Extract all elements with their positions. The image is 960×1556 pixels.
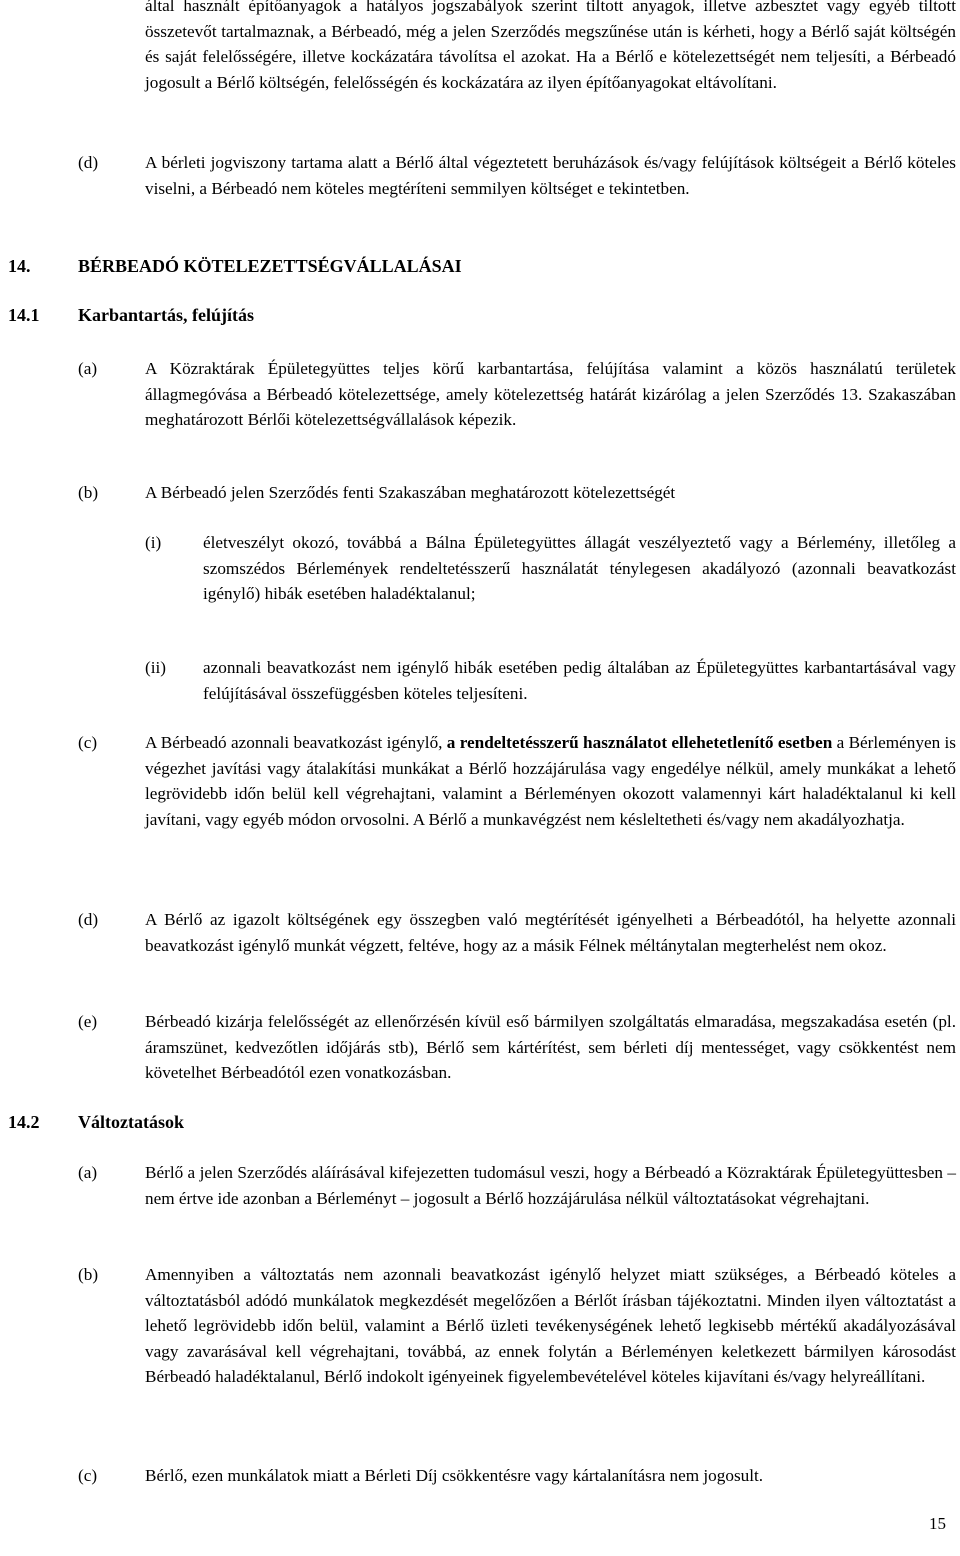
section-14-number: 14.: [8, 256, 31, 276]
section-14-2-number: 14.2: [8, 1112, 40, 1132]
item-14-2-b-label: (b): [78, 1265, 99, 1284]
item-14-1-a-text: A Közraktárak Épületegyüttes teljes körű karbantartása, felújítása valamint a közös használatú területek állagmegóvása a Bérbeadó kötelezettsége, amely kötelezettség határát kizárólag a jelen Szerződés 13. Szakaszában meghatározott Bérlői kötelezettségvállalások képezik.: [145, 359, 956, 429]
section-14-1-number: 14.1: [8, 305, 40, 325]
item-14-1-d-text: A Bérlő az igazolt költségének egy összegben való megtérítését igényelheti a Bérbeadótól, ha helyette azonnali beavatkozást igénylő munkát végzett, feltéve, hogy az a másik Félnek méltánytalan megterhelést nem okoz.: [145, 910, 956, 955]
item-14-1-a-label: (a): [78, 359, 98, 378]
page-number: 15: [929, 1514, 946, 1533]
item-14-1-b-label: (b): [78, 483, 99, 502]
item-14-1-e-text: Bérbeadó kizárja felelősségét az ellenőrzésén kívül eső bármilyen szolgáltatás elmaradása, megszakadása esetén (pl. áramszünet, kedvezőtlen időjárás stb), Bérlő sem kártérítést, sem bérleti díj mentességet, vagy csökkentést nem követelhet Bérbeadótól ezen vonatkozásban.: [145, 1012, 956, 1082]
item-14-2-b-text: Amennyiben a változtatás nem azonnali beavatkozást igénylő helyzet miatt szükséges, a Bérbeadó köteles a változtatásból adódó munkálatok megkezdését megelőzően a Bérlőt írásban tájékoztatni. Minden ilyen változtatást a lehető legrövidebb időn belül, valamint a Bérlő üzleti tevékenységének lehető legkisebb mértékű akadályozásával vagy zavarásával kell végrehajtani, továbbá, az ennek folytán a Bérleményen keletkezett bármilyen károsodást Bérbeadó haladéktalanul, Bérlő indokolt igényeinek figyelembevételével köteles kijavítani és/vagy helyreállítani.: [145, 1265, 956, 1386]
item-14-1-c-label: (c): [78, 733, 98, 752]
section-14-title: BÉRBEADÓ KÖTELEZETTSÉGVÁLLALÁSAI: [78, 256, 462, 276]
section-14-1-title: Karbantartás, felújítás: [78, 305, 254, 325]
item-14-1-e-label: (e): [78, 1012, 98, 1031]
item-14-1-c-text: [145, 730, 956, 832]
item-14-1-b-ii-text: azonnali beavatkozást nem igénylő hibák esetében pedig általában az Épületegyüttes karbantartásával vagy felújításával összefüggésben köteles teljesíteni.: [203, 658, 956, 703]
item-14-2-a-label: (a): [78, 1163, 98, 1182]
item-14-1-b-i-label: (i): [145, 533, 162, 552]
item-13d-label: (d): [78, 153, 99, 172]
item-14-2-a-text: Bérlő a jelen Szerződés aláírásával kifejezetten tudomásul veszi, hogy a Bérbeadó a Közraktárak Épületegyüttesben – nem értve ide azonban a Bérleményt – jogosult a Bérlő hozzájárulása nélkül változtatásokat végrehajtani.: [145, 1163, 956, 1208]
item-14-2-c-label: (c): [78, 1466, 98, 1485]
continuation-paragraph: által használt építőanyagok a hatályos jogszabályok szerint tiltott anyagok, illetve azbesztet vagy egyéb tiltott összetevőt tartalmaznak, a Bérbeadó, még a jelen Szerződés megszűnése után is kérheti, hogy a Bérlő saját költségén és saját felelősségére, illetve kockázatára távolítsa el azokat. Ha a Bérlő e kötelezettségét nem teljesíti, a Bérbeadó jogosult a Bérlő költségén, felelősségén és kockázatára az ilyen építőanyagokat eltávolítani.: [145, 0, 956, 92]
item-14-1-d-label: (d): [78, 910, 99, 929]
item-14-1-c-text-start: A Bérbeadó azonnali beavatkozást igénylő,: [145, 733, 447, 752]
section-14-2-title: Változtatások: [78, 1112, 184, 1132]
item-14-1-c-text-end: a Bérleményen is végezhet javítási vagy átalakítási munkákat a Bérlő hozzájárulása vagy engedélye nélkül, amely munkákat a lehető legrövidebb időn belül kell végrehajtani, valamint a Bérleményen okozott valamennyi kárt haladéktalanul ki kell javítani, vagy egyéb módon orvosolni. A Bérlő a munkavégzést nem késleltetheti és/vagy nem akadályozhatja.: [145, 733, 956, 829]
item-14-1-b-ii-label: (ii): [145, 658, 166, 677]
item-13d-text: A bérleti jogviszony tartama alatt a Bérlő által végeztetett beruházások és/vagy felújítások költségeit a Bérlő köteles viselni, a Bérbeadó nem köteles megtéríteni semmilyen költséget e tekintetben.: [145, 153, 956, 198]
item-14-1-b-i-text: életveszélyt okozó, továbbá a Bálna Épületegyüttes állagát veszélyeztető vagy a Bérlemény, illetőleg a szomszédos Bérlemények rendeltetésszerű használatát ténylegesen akadályozó (azonnali beavatkozást igénylő) hibák esetében haladéktalanul;: [203, 533, 956, 603]
item-14-1-c-text-bold: a rendeltetésszerű használatot ellehetetlenítő esetben: [446, 733, 833, 752]
item-14-2-c-text: Bérlő, ezen munkálatok miatt a Bérleti Díj csökkentésre vagy kártalanításra nem jogosult.: [145, 1466, 764, 1485]
item-14-1-b-text: A Bérbeadó jelen Szerződés fenti Szakaszában meghatározott kötelezettségét: [145, 483, 676, 502]
